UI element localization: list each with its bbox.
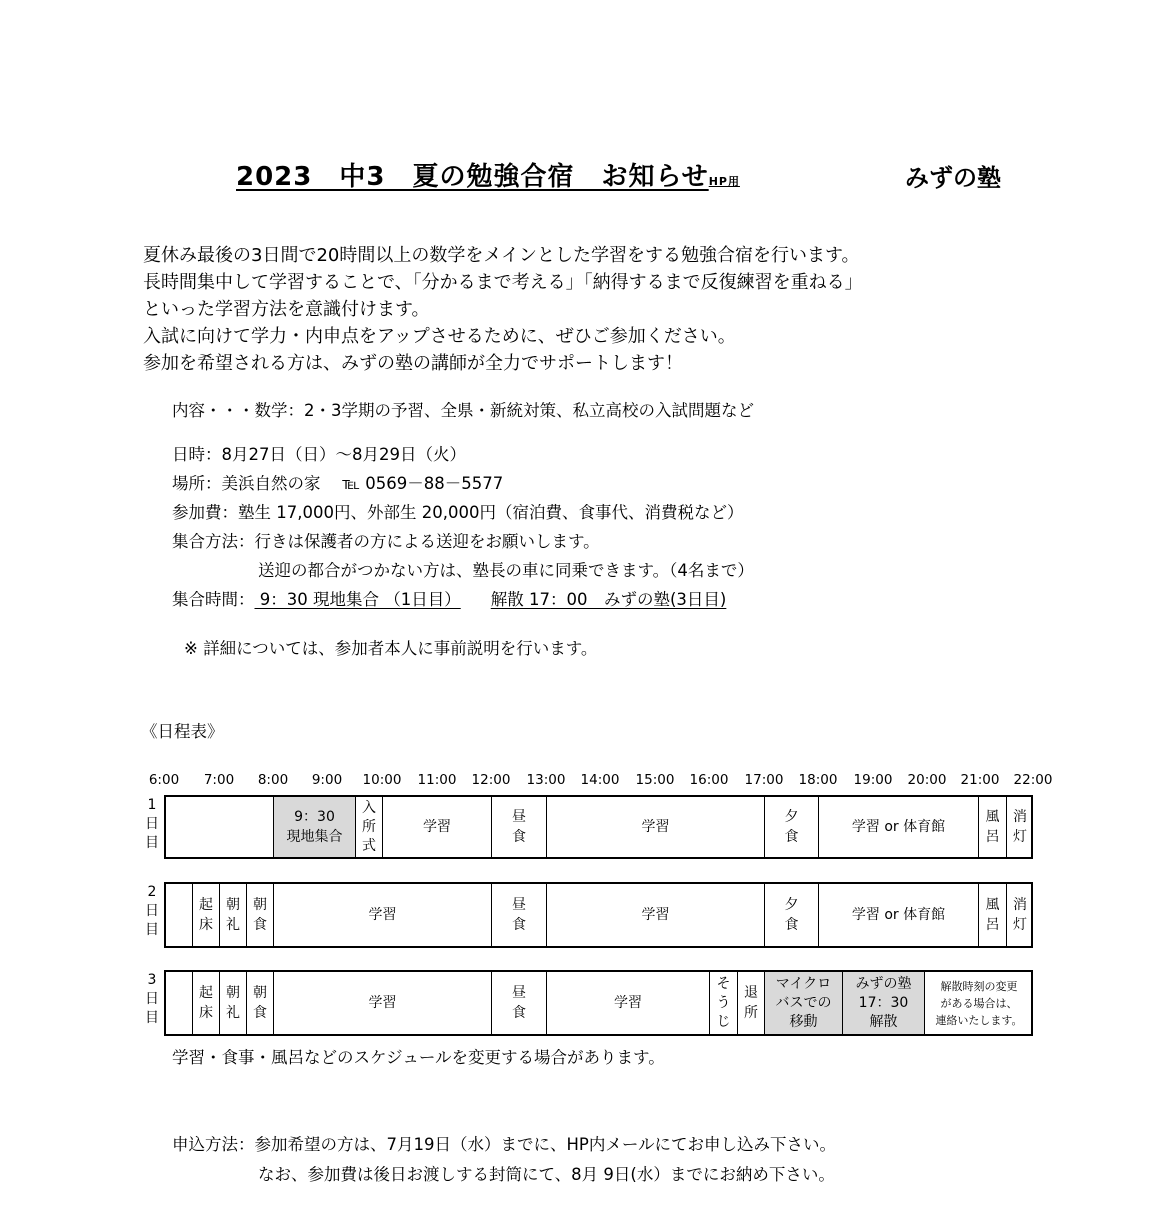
schedule-cell bbox=[1006, 884, 1033, 946]
schedule-cell bbox=[273, 797, 355, 857]
hour-label: 17:00 bbox=[744, 772, 784, 788]
cell-text: じ bbox=[716, 1013, 731, 1030]
schedule-cell bbox=[164, 884, 192, 946]
cell-text: 解散 bbox=[869, 1013, 898, 1030]
cell-text: 灯 bbox=[1013, 829, 1027, 845]
cell-text: 学習 bbox=[368, 995, 397, 1011]
cell-text: 起 bbox=[199, 897, 213, 913]
intro-line: 夏休み最後の3日間で20時間以上の数学をメインとした学習をする勉強合宿を行います。 bbox=[143, 245, 860, 266]
cell-text: 学習 bbox=[641, 819, 670, 835]
hour-label: 15:00 bbox=[635, 772, 675, 788]
hour-label: 11:00 bbox=[417, 772, 457, 788]
cell-text: 床 bbox=[199, 917, 213, 933]
meeting-text-2: 送迎の都合がつかない方は、塾長の車に同乗できます。（4名まで） bbox=[258, 561, 754, 580]
hour-label: 22:00 bbox=[1013, 772, 1053, 788]
cell-text: 現地集合 bbox=[286, 829, 343, 845]
schedule-cell bbox=[764, 884, 818, 946]
schedule-cell bbox=[709, 972, 737, 1034]
schedule-cell bbox=[491, 797, 546, 857]
cell-text: 学習 bbox=[423, 819, 451, 835]
schedule-cell bbox=[818, 884, 978, 946]
cell-text: 朝 bbox=[253, 897, 267, 913]
cell-text: 朝 bbox=[226, 897, 240, 913]
cell-text: 消 bbox=[1013, 809, 1027, 825]
schedule-cell bbox=[219, 972, 246, 1034]
schedule-cell bbox=[164, 972, 192, 1034]
hour-label: 13:00 bbox=[526, 772, 566, 788]
cell-text: 食 bbox=[784, 917, 799, 933]
hour-label: 9:00 bbox=[311, 772, 343, 788]
hour-label: 18:00 bbox=[798, 772, 838, 788]
cell-text: 食 bbox=[253, 1005, 267, 1021]
cell-text: 起 bbox=[199, 985, 213, 1001]
day-label-char: 日 bbox=[145, 991, 159, 1007]
schedule-note: 学習・食事・風呂などのスケジュールを変更する場合があります。 bbox=[172, 1048, 665, 1067]
cell-text: 解散時刻の変更 bbox=[940, 979, 1018, 993]
time-dismiss: 解散 17：00 みずの塾(3日目) bbox=[490, 590, 727, 609]
schedule-cell bbox=[764, 972, 842, 1034]
cell-text: 灯 bbox=[1013, 917, 1027, 933]
schedule-cell bbox=[355, 797, 382, 857]
cell-text: 昼 bbox=[512, 897, 526, 913]
cell-text: 移動 bbox=[789, 1013, 818, 1030]
schedule-cell bbox=[546, 797, 764, 857]
cell-text: 床 bbox=[199, 1005, 213, 1021]
cell-text: 9：30 bbox=[294, 809, 335, 825]
schedule-cell bbox=[1006, 797, 1033, 857]
cell-text: 所 bbox=[362, 818, 376, 835]
schedule-cell bbox=[737, 972, 764, 1034]
detail-time bbox=[172, 586, 726, 610]
day-label-char: 目 bbox=[145, 922, 159, 938]
hour-label: 16:00 bbox=[689, 772, 729, 788]
day-label bbox=[145, 796, 159, 853]
application-line-2: なお、参加費は後日お渡しする封筒にて、8月 9日(水）までにお納め下さい。 bbox=[258, 1165, 835, 1184]
schedule-cell bbox=[818, 797, 978, 857]
cell-text: 食 bbox=[253, 917, 267, 933]
hour-label: 14:00 bbox=[580, 772, 620, 788]
cell-text: バスでの bbox=[775, 994, 832, 1011]
hour-label: 6:00 bbox=[148, 772, 180, 788]
detail-fee: 参加費：塾生 17,000円、外部生 20,000円（宿泊費、食事代、消費税など） bbox=[172, 503, 744, 522]
page-title bbox=[236, 156, 740, 193]
cell-text: 昼 bbox=[512, 985, 526, 1001]
day-label bbox=[145, 883, 159, 940]
hour-label: 12:00 bbox=[471, 772, 511, 788]
hour-label: 21:00 bbox=[960, 772, 1000, 788]
cell-text: 所 bbox=[744, 1005, 758, 1021]
cell-text: 食 bbox=[512, 917, 526, 933]
school-name: みずの塾 bbox=[905, 164, 1001, 192]
cell-text: 入 bbox=[362, 799, 376, 816]
day-label-char: 1 bbox=[147, 797, 157, 813]
cell-text: 風 bbox=[985, 897, 1000, 913]
cell-text: 食 bbox=[512, 829, 526, 845]
cell-text: う bbox=[716, 994, 731, 1011]
schedule-cell bbox=[246, 972, 273, 1034]
detail-meeting bbox=[172, 528, 600, 552]
intro-line: 参加を希望される方は、みずの塾の講師が全力でサポートします！ bbox=[143, 353, 683, 374]
schedule-cell bbox=[192, 884, 219, 946]
day-label-char: 目 bbox=[145, 835, 159, 851]
schedule-cell bbox=[924, 972, 1033, 1034]
application-line-1: 申込方法：参加希望の方は、7月19日（水）までに、HP内メールにてお申し込み下さい。 bbox=[172, 1135, 837, 1154]
day-row bbox=[164, 795, 1033, 859]
day-label-char: 2 bbox=[147, 884, 157, 900]
intro-line: といった学習方法を意識付けます。 bbox=[143, 299, 430, 320]
hour-label: 19:00 bbox=[853, 772, 893, 788]
schedule-cell bbox=[491, 972, 546, 1034]
detail-place: 場所：美浜自然の家 ℡ 0569－88－5577 bbox=[172, 474, 504, 493]
cell-text: 礼 bbox=[226, 1005, 240, 1021]
cell-text: 朝 bbox=[253, 985, 267, 1001]
day-row bbox=[164, 970, 1033, 1036]
schedule-cell bbox=[491, 884, 546, 946]
time-gather: 9：30 現地集合 （1日目） bbox=[254, 590, 461, 609]
schedule-cell bbox=[546, 884, 764, 946]
hour-label: 10:00 bbox=[362, 772, 402, 788]
cell-text: 食 bbox=[784, 829, 799, 845]
schedule-heading: 《日程表》 bbox=[141, 722, 224, 741]
schedule-cell bbox=[842, 972, 924, 1034]
schedule-cell bbox=[219, 884, 246, 946]
schedule-cell bbox=[164, 797, 273, 857]
title-suffix: HP用 bbox=[708, 175, 740, 188]
schedule-cell bbox=[764, 797, 818, 857]
cell-text: みずの塾 bbox=[855, 975, 912, 992]
cell-text: 呂 bbox=[985, 829, 1000, 845]
day-label-char: 3 bbox=[147, 972, 157, 988]
day-label-char: 日 bbox=[145, 816, 159, 832]
cell-text: 退 bbox=[744, 985, 758, 1001]
cell-text: 朝 bbox=[226, 985, 240, 1001]
schedule-cell bbox=[273, 884, 491, 946]
cell-text: 昼 bbox=[512, 809, 526, 825]
meeting-text-1: 行きは保護者の方による送迎をお願いします。 bbox=[254, 532, 600, 551]
cell-text: 礼 bbox=[226, 917, 240, 933]
day-label-char: 日 bbox=[145, 903, 159, 919]
cell-text: 学習 or 体育館 bbox=[851, 907, 946, 923]
cell-text: 学習 bbox=[641, 907, 670, 923]
cell-text: 学習 or 体育館 bbox=[851, 819, 946, 835]
day-label-char: 目 bbox=[145, 1010, 159, 1026]
hour-label: 7:00 bbox=[203, 772, 235, 788]
intro-line: 入試に向けて学力・内申点をアップさせるために、ぜひご参加ください。 bbox=[143, 326, 736, 347]
title-text: 2023 中3 夏の勉強合宿 お知らせ bbox=[236, 162, 709, 192]
cell-text: 消 bbox=[1013, 897, 1027, 913]
schedule-cell bbox=[382, 797, 491, 857]
cell-text: 呂 bbox=[985, 917, 1000, 933]
cell-text: 連絡いたします。 bbox=[935, 1013, 1023, 1027]
meeting-label: 集合方法： bbox=[172, 532, 255, 551]
cell-text: 学習 bbox=[368, 907, 397, 923]
cell-text: マイクロ bbox=[775, 975, 832, 992]
schedule-cell bbox=[273, 972, 491, 1034]
cell-text: 学習 bbox=[614, 995, 642, 1011]
cell-text: がある場合は、 bbox=[940, 996, 1018, 1010]
cell-text: そ bbox=[716, 975, 731, 992]
schedule-cell bbox=[978, 797, 1006, 857]
cell-text: 式 bbox=[362, 837, 376, 854]
cell-text: 17：30 bbox=[858, 994, 909, 1011]
hour-label: 8:00 bbox=[257, 772, 289, 788]
detail-note: ※ 詳細については、参加者本人に事前説明を行います。 bbox=[184, 639, 598, 658]
schedule-cell bbox=[246, 884, 273, 946]
cell-text: 食 bbox=[512, 1005, 526, 1021]
schedule-cell bbox=[546, 972, 709, 1034]
time-label: 集合時間： bbox=[172, 590, 255, 609]
schedule-cell bbox=[978, 884, 1006, 946]
intro-line: 長時間集中して学習することで、「分かるまで考える」「納得するまで反復練習を重ねる」 bbox=[143, 272, 863, 293]
cell-text: 風 bbox=[985, 809, 1000, 825]
day-row bbox=[164, 882, 1033, 948]
cell-text: 夕 bbox=[784, 809, 799, 825]
day-label bbox=[145, 971, 159, 1028]
hour-label: 20:00 bbox=[907, 772, 947, 788]
cell-text: 夕 bbox=[784, 897, 799, 913]
detail-date: 日時：8月27日（日）～8月29日（火） bbox=[172, 445, 466, 464]
schedule-cell bbox=[192, 972, 219, 1034]
detail-content: 内容・・・数学：2・3学期の予習、全県・新統対策、私立高校の入試問題など bbox=[172, 401, 754, 420]
